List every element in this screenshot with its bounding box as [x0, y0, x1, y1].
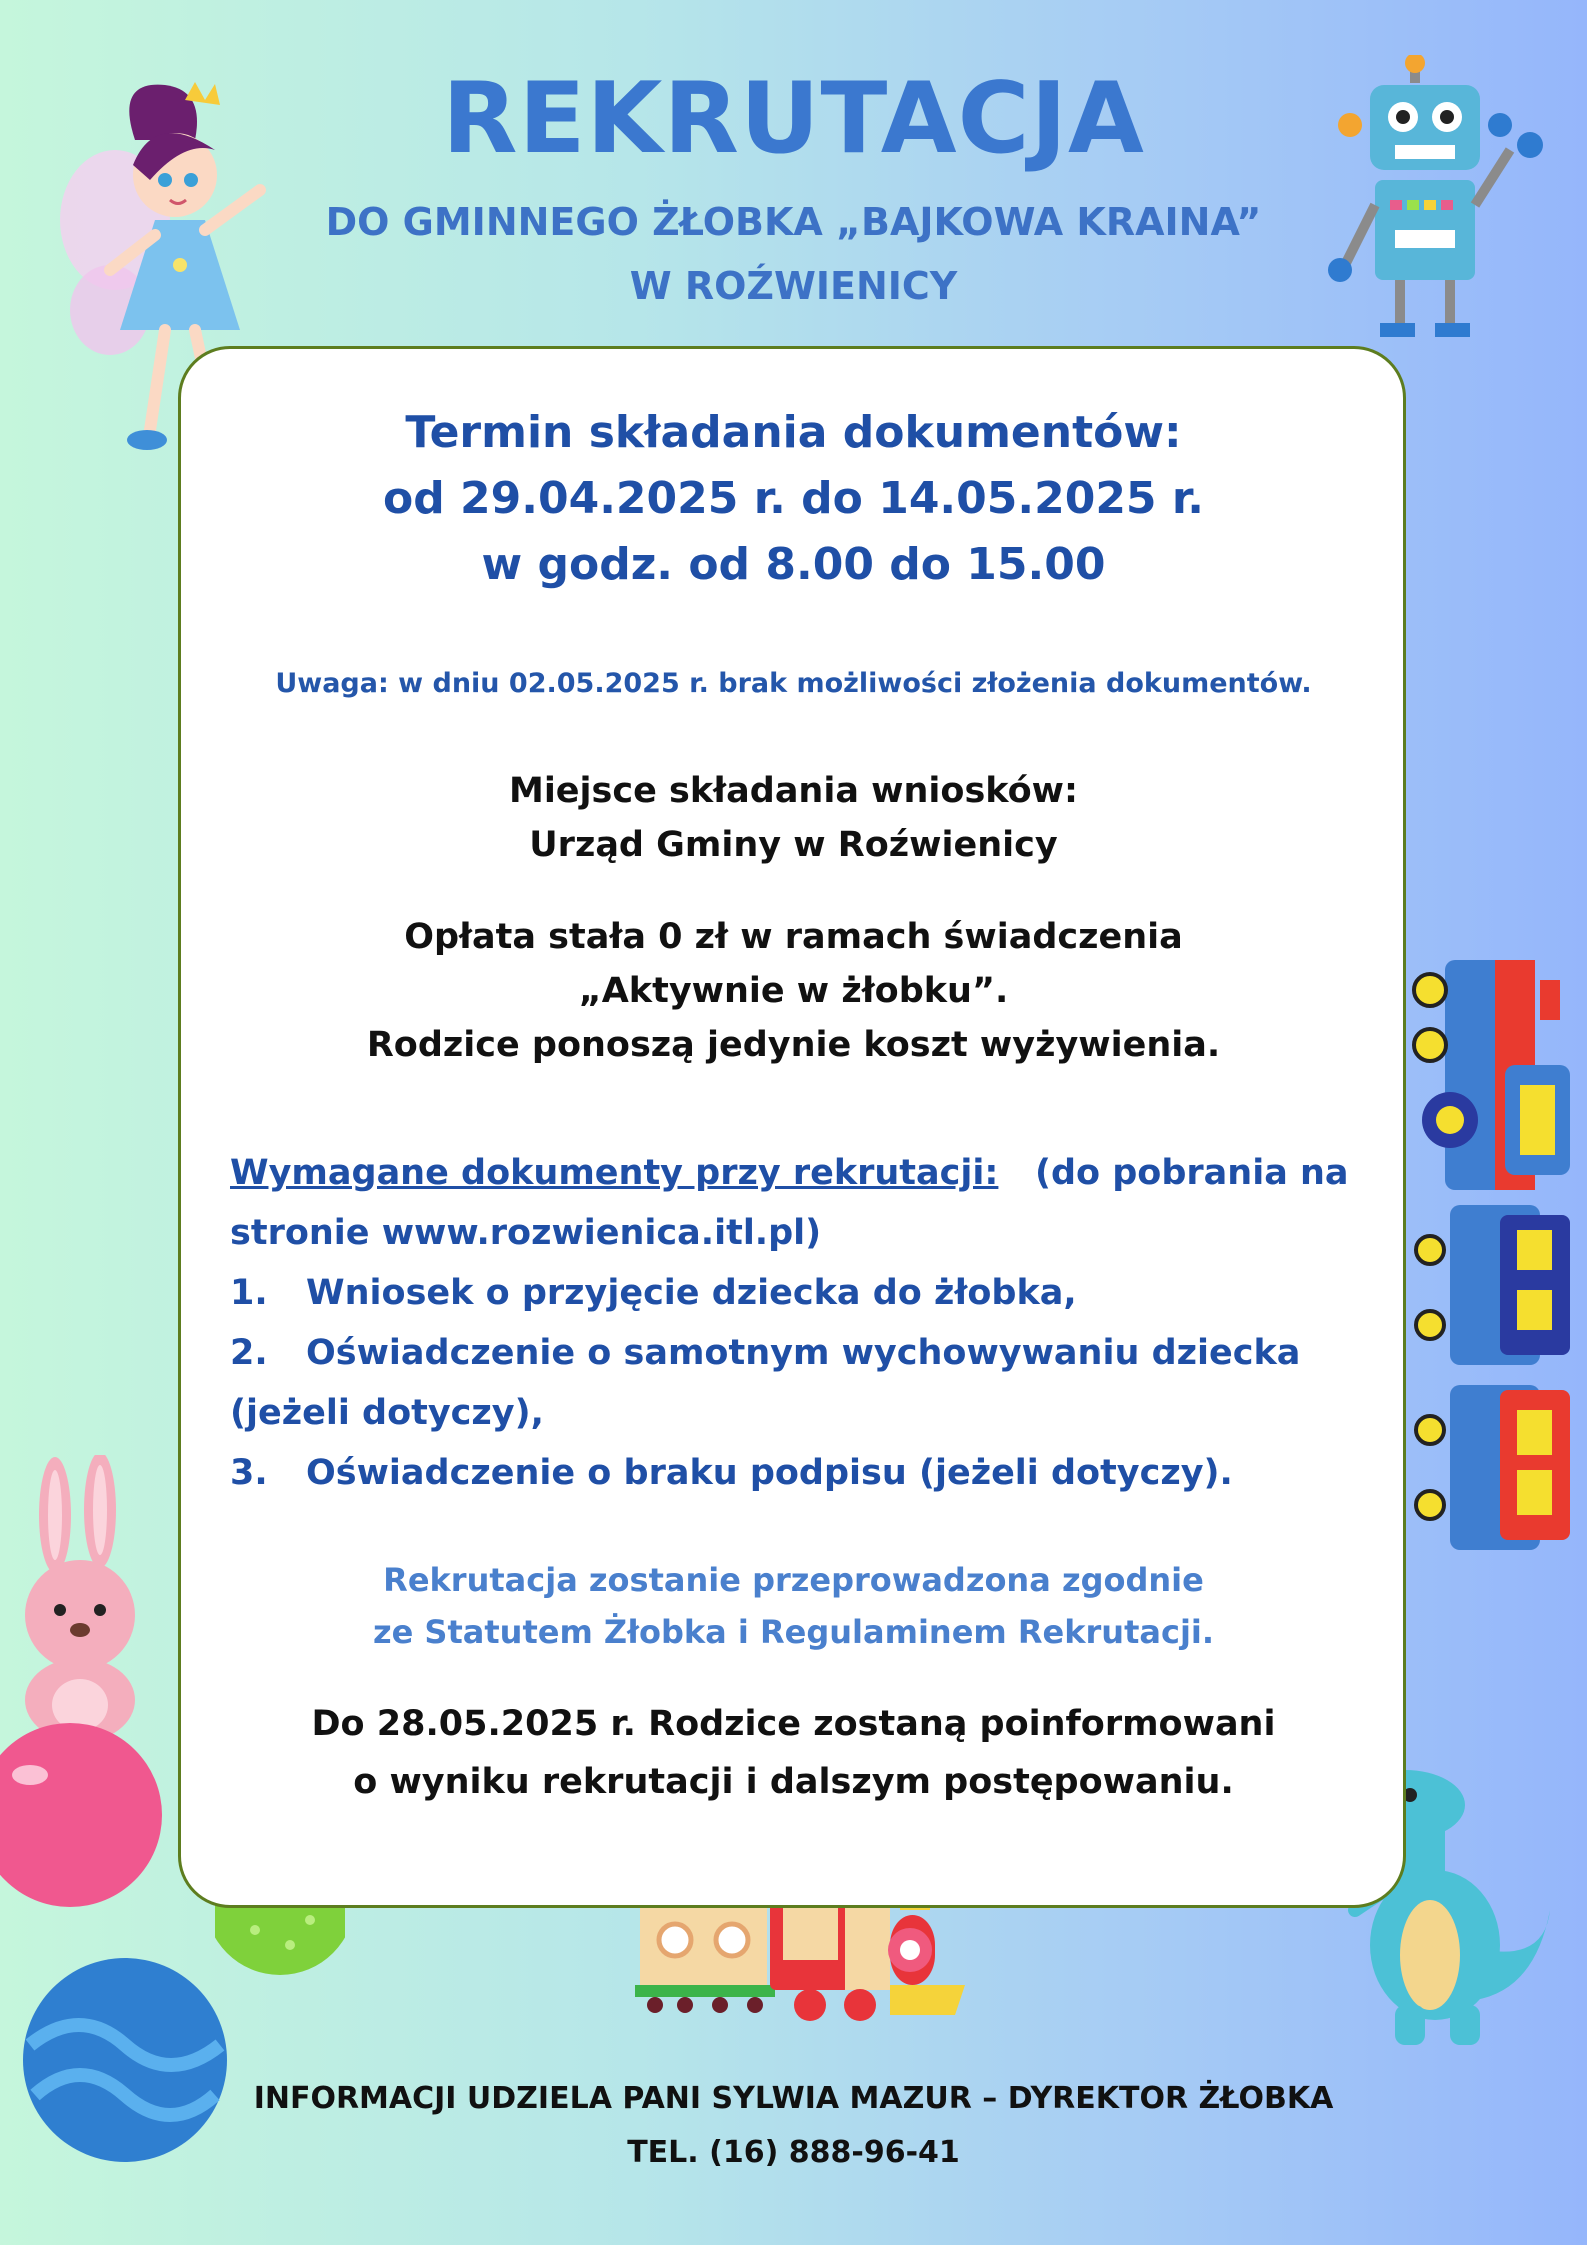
footer-phone: TEL. (16) 888-96-41 — [627, 2135, 960, 2170]
term-section — [0, 400, 1587, 598]
requirements-website: stronie www.rozwienica.itl.pl) — [230, 1213, 822, 1253]
footer-info: INFORMACJI UDZIELA PANI SYLWIA MAZUR – DYREKTOR ŻŁOBKA — [253, 2081, 1334, 2116]
requirements-section — [230, 1143, 1350, 1503]
term-dates: od 29.04.2025 r. do 14.05.2025 r. — [382, 473, 1205, 524]
requirements-heading: Wymagane dokumenty przy rekrutacji: — [230, 1153, 999, 1193]
place-section — [0, 764, 1587, 872]
list-item-text: Oświadczenie o samotnym wychowywaniu dziecka — [306, 1333, 1301, 1373]
page-title: REKRUTACJA — [442, 62, 1145, 176]
statute-line2: ze Statutem Żłobka i Regulaminem Rekrutacji. — [372, 1613, 1215, 1651]
list-item-text: Oświadczenie o braku podpisu (jeżeli dotyczy). — [306, 1453, 1233, 1493]
term-heading: Termin składania dokumentów: — [405, 407, 1182, 458]
list-item — [230, 1323, 1350, 1383]
list-item — [230, 1263, 1350, 1323]
statute-line1: Rekrutacja zostanie przeprowadzona zgodnie — [383, 1561, 1204, 1599]
term-hours: w godz. od 8.00 do 15.00 — [481, 539, 1106, 590]
list-item-number: 3. — [230, 1453, 268, 1493]
list-item-text: Wniosek o przyjęcie dziecka do żłobka, — [306, 1273, 1077, 1313]
list-item-number: 2. — [230, 1333, 268, 1373]
list-item-continuation: (jeżeli dotyczy), — [230, 1393, 544, 1433]
page-subtitle-line1: DO GMINNEGO ŻŁOBKA „BAJKOWA KRAINA” — [325, 200, 1262, 244]
footer-contact — [0, 2072, 1587, 2180]
robot-illustration — [1325, 55, 1555, 355]
result-note — [0, 1695, 1587, 1811]
requirements-note: (do pobrania na — [1034, 1153, 1349, 1193]
fee-line1: Opłata stała 0 zł w ramach świadczenia — [404, 917, 1183, 957]
statute-note — [0, 1554, 1587, 1658]
result-line2: o wyniku rekrutacji i dalszym postępowaniu. — [353, 1762, 1234, 1802]
place-value: Urząd Gminy w Roźwienicy — [529, 825, 1058, 865]
fee-line3: Rodzice ponoszą jedynie koszt wyżywienia. — [366, 1025, 1221, 1065]
warning-note: Uwaga: w dniu 02.05.2025 r. brak możliwości złożenia dokumentów. — [275, 668, 1312, 699]
place-heading: Miejsce składania wniosków: — [508, 771, 1078, 811]
list-item — [230, 1443, 1350, 1503]
page-subtitle-line2: W ROŹWIENICY — [629, 264, 958, 308]
requirements-header-line — [230, 1143, 1350, 1203]
list-item-number: 1. — [230, 1273, 268, 1313]
fee-line2: „Aktywnie w żłobku”. — [578, 971, 1009, 1011]
result-line1: Do 28.05.2025 r. Rodzice zostaną poinformowani — [311, 1704, 1276, 1744]
fee-section — [0, 910, 1587, 1072]
